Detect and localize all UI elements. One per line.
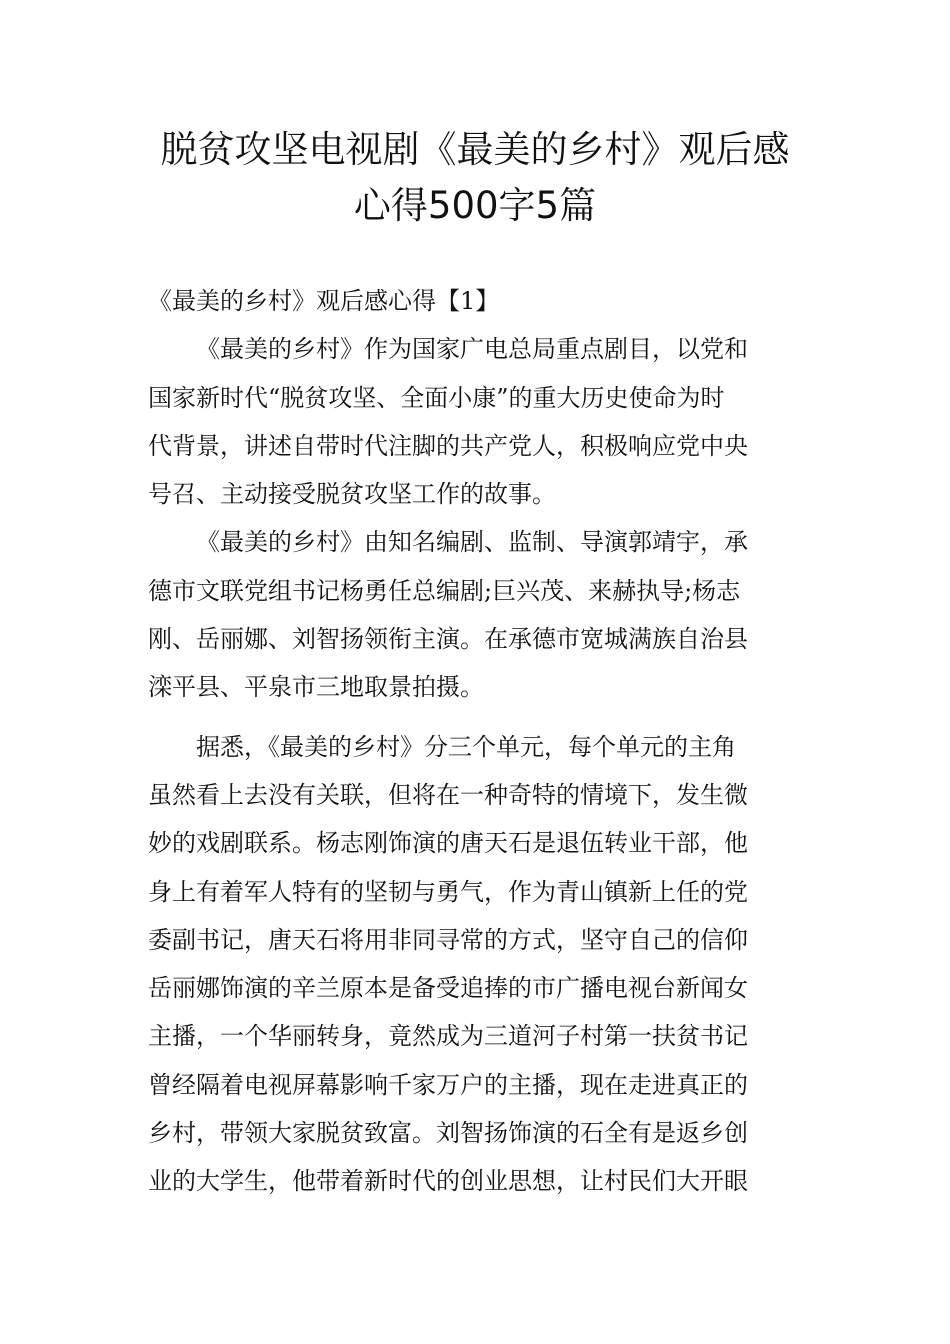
paragraph-line: 据悉，《最美的乡村》分三个单元，每个单元的主角 [196,732,736,761]
paragraph-line: 德市文联党组书记杨勇任总编剧;巨兴茂、来赫执导;杨志 [148,576,741,605]
paragraph-line: 虽然看上去没有关联，但将在一种奇特的情境下，发生微 [148,780,748,809]
paragraph-line: 主播，一个华丽转身，竟然成为三道河子村第一扶贫书记 [148,1022,748,1051]
paragraph-line: 滦平县、平泉市三地取景拍摄。 [148,673,484,702]
paragraph-line: 刚、岳丽娜、刘智扬领衔主演。在承德市宽城满族自治县 [148,625,748,654]
paragraph-line: 国家新时代“脱贫攻坚、全面小康”的重大历史使命为时 [148,383,725,412]
paragraph-line: 号召、主动接受脱贫攻坚工作的故事。 [148,480,556,509]
document-title [100,122,850,234]
paragraph-1 [148,325,808,518]
paragraph-line: 《最美的乡村》由知名编剧、监制、导演郭靖宇，承 [196,528,748,557]
paragraph-line: 曾经隔着电视屏幕影响千家万户的主播，现在走进真正的 [148,1070,748,1099]
section-heading-text: 《最美的乡村》观后感心得【1】 [148,287,500,315]
title-line-1: 脱贫攻坚电视剧《最美的乡村》观后感 [160,128,790,171]
paragraph-line: 身上有着军人特有的坚韧与勇气，作为青山镇新上任的党 [148,877,748,906]
paragraph-line: 业的大学生，他带着新时代的创业思想，让村民们大开眼 [148,1167,748,1196]
paragraph-3 [148,723,808,1206]
document-body [148,277,808,1206]
paragraph-line: 代背景，讲述自带时代注脚的共产党人，积极响应党中央 [148,431,748,460]
paragraph-line: 岳丽娜饰演的辛兰原本是备受追捧的市广播电视台新闻女 [148,974,748,1003]
paragraph-line: 妙的戏剧联系。杨志刚饰演的唐天石是退伍转业干部，他 [148,829,748,858]
title-line-2: 心得500字5篇 [353,184,597,227]
paragraph-line: 乡村，带领大家脱贫致富。刘智扬饰演的石全有是返乡创 [148,1119,748,1148]
section-heading [148,277,808,325]
paragraph-line: 委副书记，唐天石将用非同寻常的方式，坚守自己的信仰 [148,925,748,954]
paragraph-2 [148,518,808,711]
paragraph-line: 《最美的乡村》作为国家广电总局重点剧目，以党和 [196,335,748,364]
